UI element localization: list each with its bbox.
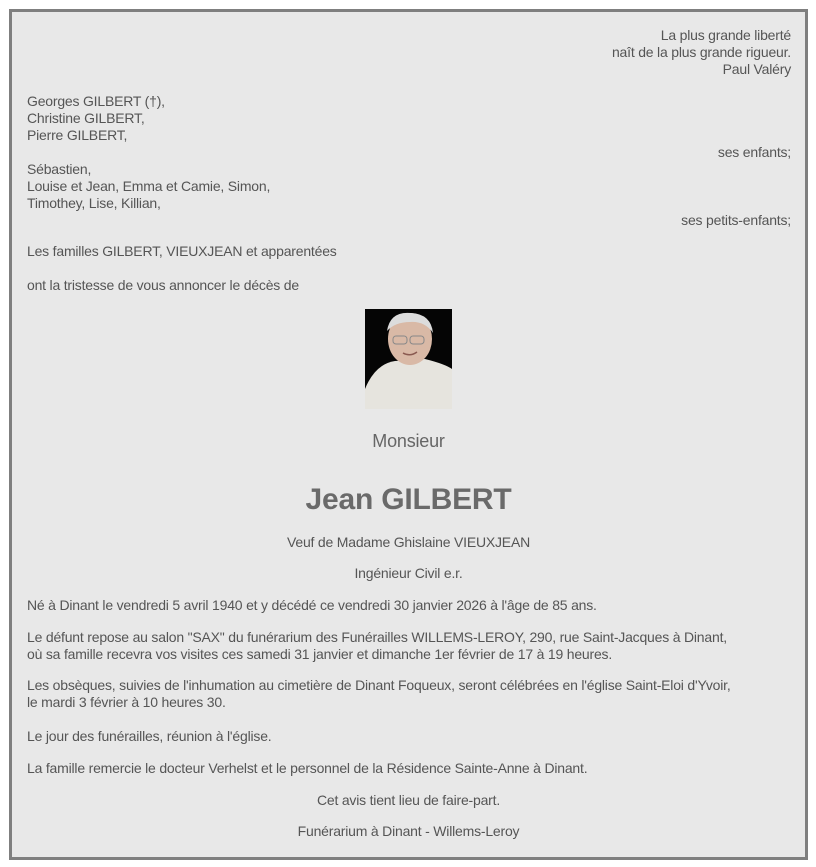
- child-name: Christine GILBERT,: [27, 110, 145, 126]
- child-name: Pierre GILBERT,: [27, 127, 128, 143]
- funeral-home-text: Funérarium à Dinant - Willems-Leroy: [297, 823, 520, 839]
- funeral-line: Les obsèques, suivies de l'inhumation au cimetière de Dinant Foqueux, seront célébrées en l'église Saint-Eloi d'Yvoir,: [27, 677, 731, 693]
- quote-author: Paul Valéry: [722, 61, 791, 77]
- portrait-photo: [365, 309, 452, 409]
- quote-line: naît de la plus grande rigueur.: [611, 44, 791, 60]
- children-label: ses enfants;: [717, 144, 791, 160]
- birth-death-text: Né à Dinant le vendredi 5 avril 1940 et y décédé ce vendredi 30 janvier 2026 à l'âge de 85 ans.: [27, 597, 597, 613]
- child-name: Georges GILBERT (†),: [27, 93, 165, 109]
- grandchildren-label: ses petits-enfants;: [681, 212, 791, 228]
- announce-text: ont la tristesse de vous annoncer le décès de: [27, 277, 299, 293]
- funeral-text: [27, 677, 731, 711]
- deceased-name: Jean GILBERT: [305, 483, 512, 516]
- obituary-card: [9, 9, 808, 860]
- quote-line: La plus grande liberté: [660, 27, 791, 43]
- honorific: Monsieur: [372, 431, 445, 451]
- grandchild-name: Timothey, Lise, Killian,: [27, 195, 161, 211]
- visitation-line: Le défunt repose au salon "SAX" du funérarium des Funérailles WILLEMS-LEROY, 290, rue Saint-Jacques à Dinant,: [27, 629, 727, 645]
- visitation-text: [27, 629, 727, 663]
- families-text: Les familles GILBERT, VIEUXJEAN et apparentées: [27, 243, 337, 259]
- grandchildren-list: [27, 161, 270, 212]
- quote: [612, 27, 791, 78]
- visitation-line: où sa famille recevra vos visites ces samedi 31 janvier et dimanche 1er février de 17 à 19 heures.: [27, 646, 613, 662]
- profession-text: Ingénieur Civil e.r.: [354, 565, 463, 581]
- grandchild-name: Sébastien,: [27, 161, 92, 177]
- grandchild-name: Louise et Jean, Emma et Camie, Simon,: [27, 178, 271, 194]
- funeral-line: le mardi 3 février à 10 heures 30.: [27, 694, 226, 710]
- notice-text: Cet avis tient lieu de faire-part.: [316, 792, 501, 808]
- widower-text: Veuf de Madame Ghislaine VIEUXJEAN: [287, 534, 530, 550]
- meeting-text: Le jour des funérailles, réunion à l'église.: [27, 728, 272, 744]
- thanks-text: La famille remercie le docteur Verhelst et le personnel de la Résidence Sainte-Anne à Dinant.: [27, 760, 588, 776]
- children-list: [27, 93, 165, 144]
